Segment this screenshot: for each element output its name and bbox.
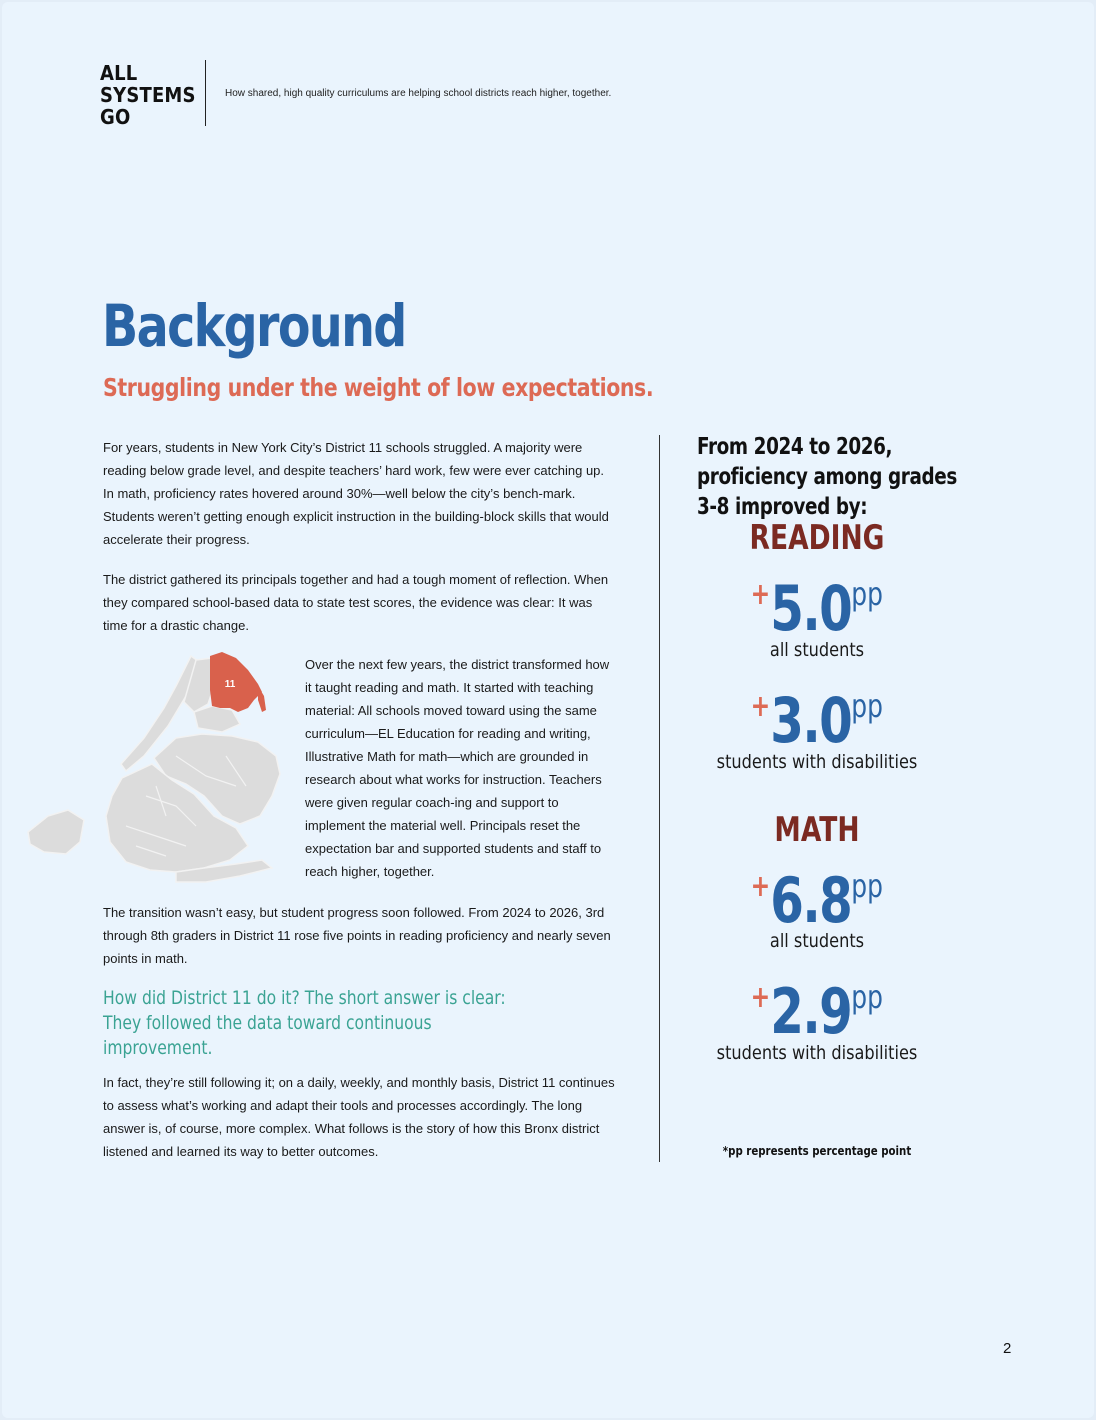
paragraph-3: Over the next few years, the district transformed how it taught reading and math. It started with teaching material: All schools moved toward using the same curriculum—EL Education for reading and writing, Illustrative Math for math—which are grounded in research about what works for instruction. Teachers were given regular coach-ing and support to implement the material well. Principals reset the expectation bar and supported students and staff to reach higher, together. — [305, 657, 610, 879]
map-bronx-south — [194, 706, 240, 732]
reading-swd-stat — [617, 684, 1017, 757]
page-title: Background — [102, 292, 406, 360]
page-number: 2 — [1003, 1340, 1012, 1357]
page-subtitle: Struggling under the weight of low expectations. — [103, 373, 654, 402]
map-staten-island — [28, 810, 84, 854]
reading-all-stat — [617, 572, 1017, 645]
reading-all-value: 5.0 — [770, 572, 852, 645]
plus-sign: + — [750, 577, 771, 612]
math-swd-stat — [617, 975, 1017, 1048]
header-divider — [205, 60, 206, 126]
unit-pp: pp — [851, 575, 884, 613]
callout-quote: How did District 11 do it? The short answer is clear: They followed the data toward continuous improvement. — [103, 987, 506, 1059]
paragraph-5: In fact, they’re still following it; on a daily, weekly, and monthly basis, District 11 continues to assess what’s working and adapt their tools and processes accordingly. The long answer is, of course, more complex. What follows is the story of how this Bronx district listened and learned its way to better outcomes. — [103, 1075, 615, 1159]
unit-pp: pp — [851, 978, 884, 1016]
tagline: How shared, high quality curriculums are helping school districts reach higher, together. — [225, 88, 612, 99]
map-district-11-tail — [258, 686, 266, 712]
logo-line-3: GO — [100, 105, 131, 129]
unit-pp: pp — [851, 687, 884, 725]
math-heading: MATH — [774, 810, 860, 850]
logo-line-2: SYSTEMS — [100, 83, 196, 107]
plus-sign: + — [750, 980, 771, 1015]
math-all-value: 6.8 — [770, 864, 852, 937]
logo-line-1: ALL — [100, 61, 138, 85]
paragraph-2: The district gathered its principals together and had a tough moment of reflection. When they compared school-based data to state test scores, the evidence was clear: It was time for a drastic change. — [103, 572, 609, 633]
map-district-label: 11 — [224, 679, 236, 690]
reading-swd-label: students with disabilities — [716, 751, 918, 773]
math-all-label: all students — [769, 930, 865, 952]
math-swd-label: students with disabilities — [716, 1042, 918, 1064]
map-district-11 — [210, 652, 262, 712]
math-swd-value: 2.9 — [770, 975, 852, 1048]
reading-swd-value: 3.0 — [770, 684, 852, 757]
footnote: *pp represents percentage point — [722, 1144, 912, 1158]
reading-all-label: all students — [769, 639, 865, 661]
paragraph-1: For years, students in New York City’s District 11 schools struggled. A majority were reading below grade level, and despite teachers’ hard work, few were ever catching up. In math, proficiency rates hovered around 30%—well below the city’s bench-mark. Students weren’t getting enough explicit instruction in the building-block skills that would accelerate their progress. — [103, 440, 609, 547]
stats-heading: From 2024 to 2026, proficiency among grades 3-8 improved by: — [697, 434, 957, 520]
nyc-district-map — [26, 646, 286, 896]
reading-heading: READING — [749, 518, 885, 558]
plus-sign: + — [750, 869, 771, 904]
logo — [100, 62, 196, 128]
math-all-stat — [617, 864, 1017, 937]
unit-pp: pp — [851, 867, 884, 905]
page — [2, 2, 1094, 1418]
plus-sign: + — [750, 689, 771, 724]
paragraph-4: The transition wasn’t easy, but student progress soon followed. From 2024 to 2026, 3rd through 8th graders in District 11 rose five points in reading proficiency and nearly seven points in math. — [103, 905, 611, 966]
